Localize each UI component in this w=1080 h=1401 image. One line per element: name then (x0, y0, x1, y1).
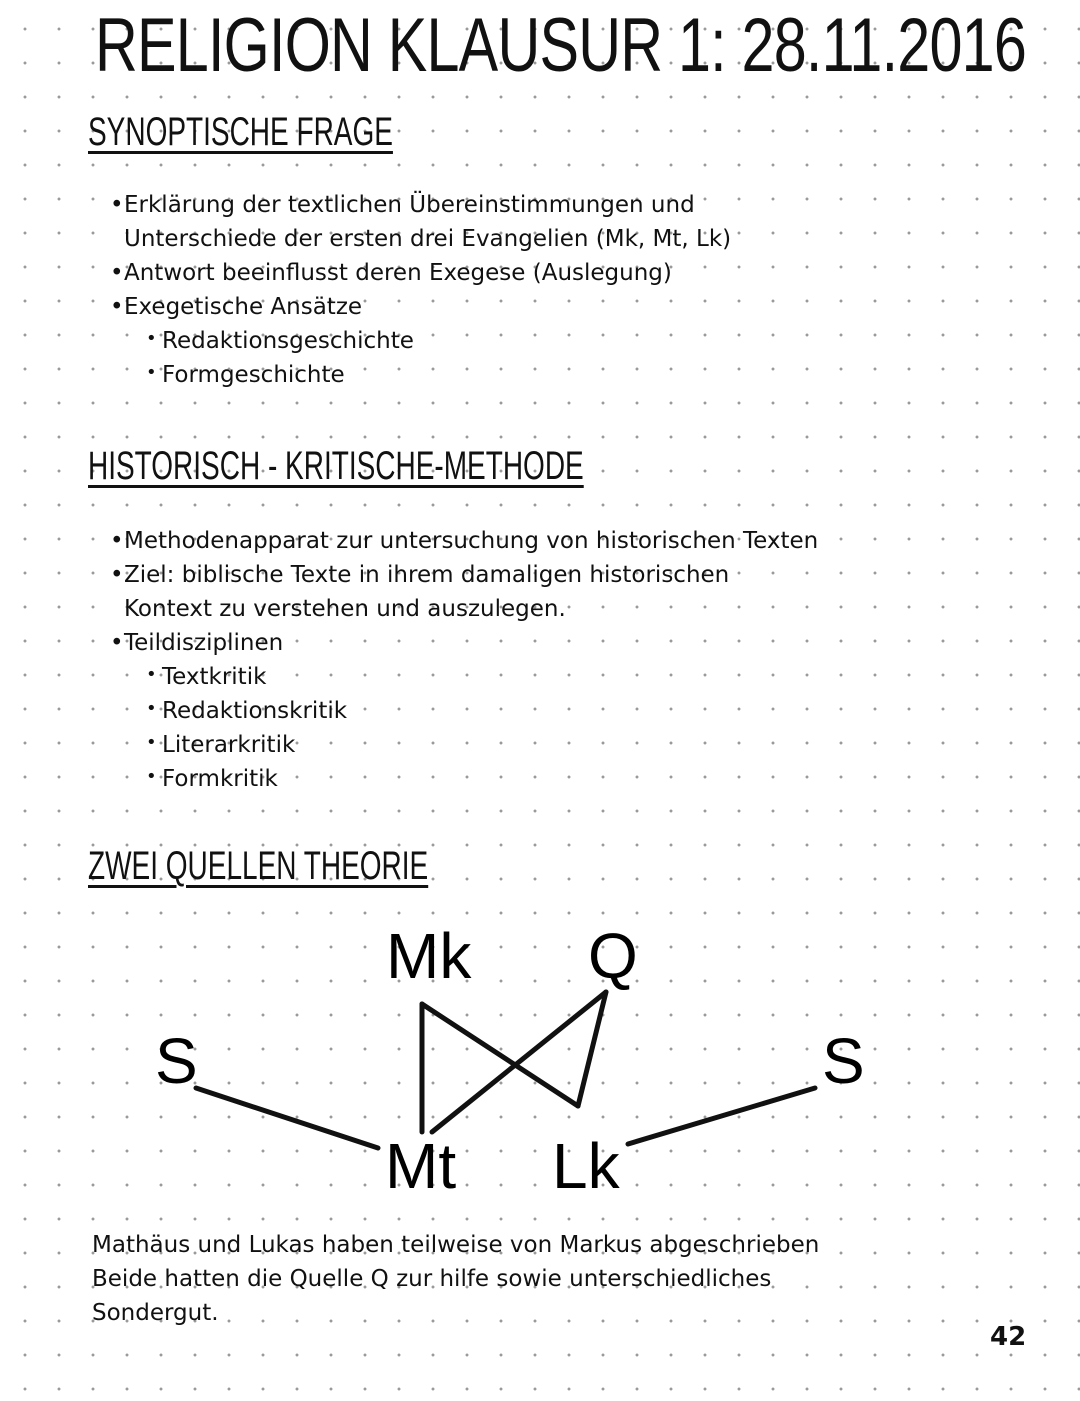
line-s-lk (628, 1088, 815, 1144)
page-number: 42 (990, 1322, 1027, 1352)
method-list (110, 524, 818, 796)
list-item: • Textkritik (110, 660, 818, 694)
summary-line: Beide hatten die Quelle Q zur hilfe sowie unterschiedliches (92, 1266, 772, 1292)
list-item: • Exegetische Ansätze (110, 290, 731, 324)
summary-paragraph (92, 1228, 819, 1330)
list-item: • Antwort beeinflusst deren Exegese (Auslegung) (110, 256, 731, 290)
summary-line: Sondergut. (92, 1300, 219, 1326)
label-lk: Lk (552, 1130, 620, 1200)
line-s-mt (196, 1088, 378, 1148)
synoptic-list (110, 188, 731, 392)
summary-line: Mathäus und Lukas haben teilweise von Markus abgeschrieben (92, 1232, 820, 1258)
label-mt: Mt (385, 1130, 457, 1200)
two-source-diagram (0, 900, 1080, 1200)
list-item: • Erklärung der textlichen Übereinstimmungen und (110, 188, 731, 222)
list-item: Kontext zu verstehen und auszulegen. (124, 596, 566, 622)
diagram-lines (196, 992, 815, 1148)
list-item: • Literarkritik (110, 728, 818, 762)
list-item: • Methodenapparat zur untersuchung von historischen Texten (110, 524, 818, 558)
label-s-right: S (822, 1025, 865, 1097)
label-s-left: S (155, 1025, 198, 1097)
heading-zwei-quellen-theorie: ZWEI QUELLEN THEORIE (88, 844, 429, 888)
list-item: • Redaktionskritik (110, 694, 818, 728)
heading-synoptische-frage: SYNOPTISCHE FRAGE (88, 110, 393, 154)
list-item: • Ziel: biblische Texte in ihrem damaligen historischen (110, 558, 818, 592)
list-item: • Teildisziplinen (110, 626, 818, 660)
list-item: Unterschiede der ersten drei Evangelien (Mk, Mt, Lk) (124, 226, 732, 252)
label-q: Q (588, 920, 638, 992)
heading-historisch-kritische-methode: HISTORISCH - KRITISCHE-METHODE (88, 444, 584, 488)
line-q-mt (432, 992, 606, 1132)
list-item: • Redaktionsgeschichte (110, 324, 731, 358)
label-mk: Mk (386, 920, 472, 992)
line-mk-lk (422, 1004, 578, 1106)
list-item: • Formgeschichte (110, 358, 731, 392)
page-title: RELIGION KLAUSUR 1: 28.11.2016 (95, 3, 1027, 88)
list-item: • Formkritik (110, 762, 818, 796)
